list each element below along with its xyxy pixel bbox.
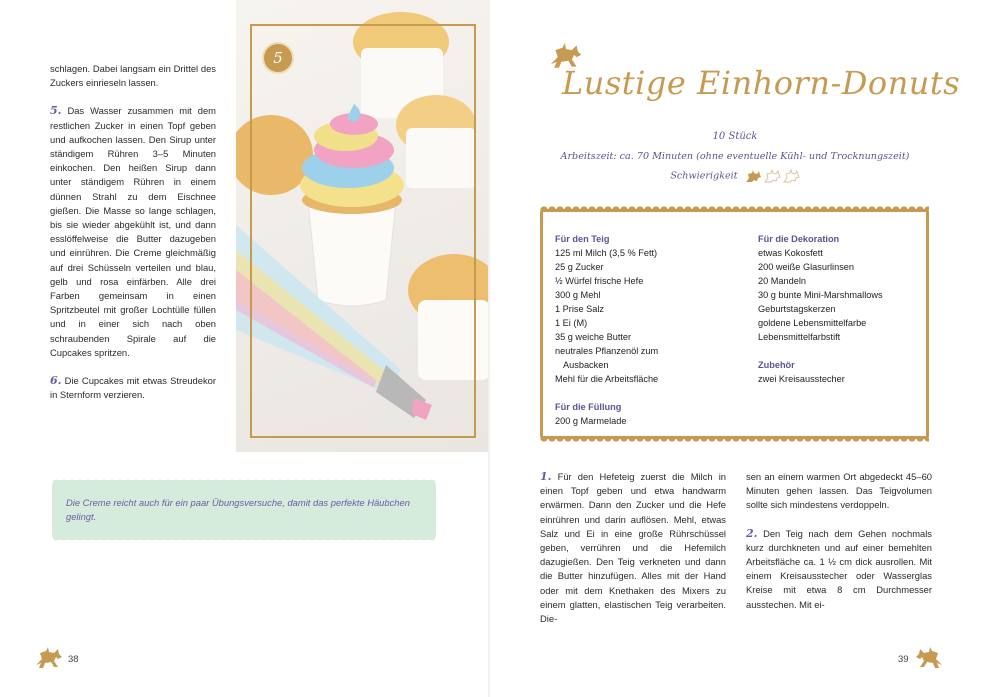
- unicorn-icon: [912, 645, 946, 671]
- photo-frame: [250, 24, 476, 438]
- difficulty: [540, 168, 930, 184]
- ingredient-item: 200 g Marmelade: [555, 416, 627, 426]
- method-column-1: [540, 470, 726, 640]
- ingredients-left: [555, 232, 745, 428]
- ingredient-item: 25 g Zucker: [555, 262, 604, 272]
- text-block: 5. Das Wasser zusammen mit dem restlichen Zucker in einen Topf geben und aufkochen lassen. Den Sirup unter ständigem Rühren 3–5 Minuten einkochen. Den heißen Sirup dann unter ständigem Rühren in einem dünnen Strahl zu dem Eischnee gießen. Die Masse so lange schlagen, bis sie wieder abgekühlt ist, und dann esslöffelweise die Butter dazugeben und einrühren. Die Creme gleichmäßig auf drei Schüsseln verteilen und blau, gelb und rosa einfärben. Alle drei Farben gemeinsam in einen Spritzbeutel mit großer Lochtülle füllen und in einer sich nach oben schraubenden Spirale auf die Cupcakes spritzen.: [50, 104, 216, 358]
- ingredient-heading: Für die Füllung: [555, 402, 622, 412]
- ingredient-item: 1 Ei (M): [555, 318, 588, 328]
- ingredient-heading: Für die Dekoration: [758, 234, 840, 244]
- ingredient-heading: Für den Teig: [555, 234, 610, 244]
- ingredient-item: Ausbacken: [563, 360, 609, 370]
- page-number-right: 39: [898, 654, 909, 665]
- ingredient-item: 35 g weiche Butter: [555, 332, 632, 342]
- method-column-2: [746, 470, 932, 626]
- ingredient-item: Lebensmittelfarbstift: [758, 332, 841, 342]
- tip-text: Die Creme reicht auch für ein paar Übungsversuche, damit das perfekte Häubchen gelingt.: [66, 497, 410, 522]
- ingredient-item: 30 g bunte Mini-Marshmallows: [758, 290, 883, 300]
- ingredient-item: Geburtstagskerzen: [758, 304, 836, 314]
- tip-box-edge: [52, 537, 436, 543]
- unicorn-icon: [32, 645, 66, 671]
- ingredient-item: zwei Kreisausstecher: [758, 374, 845, 384]
- ingredient-item: 300 g Mehl: [555, 290, 601, 300]
- difficulty-label: Schwierigkeit: [670, 170, 738, 182]
- ingredient-box-edge: [540, 438, 929, 445]
- work-time: Arbeitszeit: ca. 70 Minuten (ohne eventuelle Kühl- und Trocknungszeit): [560, 151, 910, 162]
- text-block: schlagen. Dabei langsam ein Drittel des Zuckers einrieseln lassen.: [50, 63, 216, 89]
- ingredients-right: [758, 232, 918, 386]
- method-step: 2. Den Teig nach dem Gehen nochmals kurz durchkneten und auf einer bemehlten Arbeitsfläche ca. 1 ½ cm dick ausrollen. Mit einem Kreisausstecher oder Wasserglas Kreise mit etwa 8 cm Durchmesser ausstechen. Mit ei-: [746, 526, 932, 610]
- text-block: 6. Die Cupcakes mit etwas Streudekor in Sternform verzieren.: [50, 374, 216, 401]
- page-number-left: 38: [68, 654, 79, 665]
- recipe-title: Lustige Einhorn-Donuts: [562, 64, 961, 102]
- ingredient-item: 20 Mandeln: [758, 276, 807, 286]
- difficulty-rating-icons: [744, 168, 800, 184]
- ingredient-item: etwas Kokosfett: [758, 248, 823, 258]
- ingredient-heading: Zubehör: [758, 360, 795, 370]
- method-step: sen an einem warmen Ort abgedeckt 45–60 Minuten gehen lassen. Das Teigvolumen sollte sich mindestens verdoppeln.: [746, 471, 932, 511]
- servings: 10 Stück: [712, 131, 758, 142]
- ingredient-item: neutrales Pflanzenöl zum: [555, 346, 659, 356]
- ingredient-item: ½ Würfel frische Hefe: [555, 276, 644, 286]
- ingredient-item: 1 Prise Salz: [555, 304, 605, 314]
- tip-box-edge: [52, 477, 436, 483]
- ingredient-item: goldene Lebensmittelfarbe: [758, 318, 867, 328]
- method-step: 1. Für den Hefeteig zuerst die Milch in einen Topf geben und etwa handwarm erwärmen. Dann den Zucker und die Hefe einrühren und darin auflösen. Mehl, etwas Salz und Ei in eine große Rührschüssel geben, verrühren und die Hefemilch dazugießen. Den Teig verkneten und dann die Butter hinzufügen. Alles mit der Hand oder mit dem Knethaken des Mixers zu einem glatten, elastischen Teig verarbeiten. Die-: [540, 470, 727, 625]
- left-text-column: [50, 62, 216, 416]
- ingredient-item: Mehl für die Arbeitsfläche: [555, 374, 659, 384]
- ingredient-item: 125 ml Milch (3,5 % Fett): [555, 248, 658, 258]
- step-badge: 5: [262, 42, 294, 74]
- ingredient-item: 200 weiße Glasurlinsen: [758, 262, 855, 272]
